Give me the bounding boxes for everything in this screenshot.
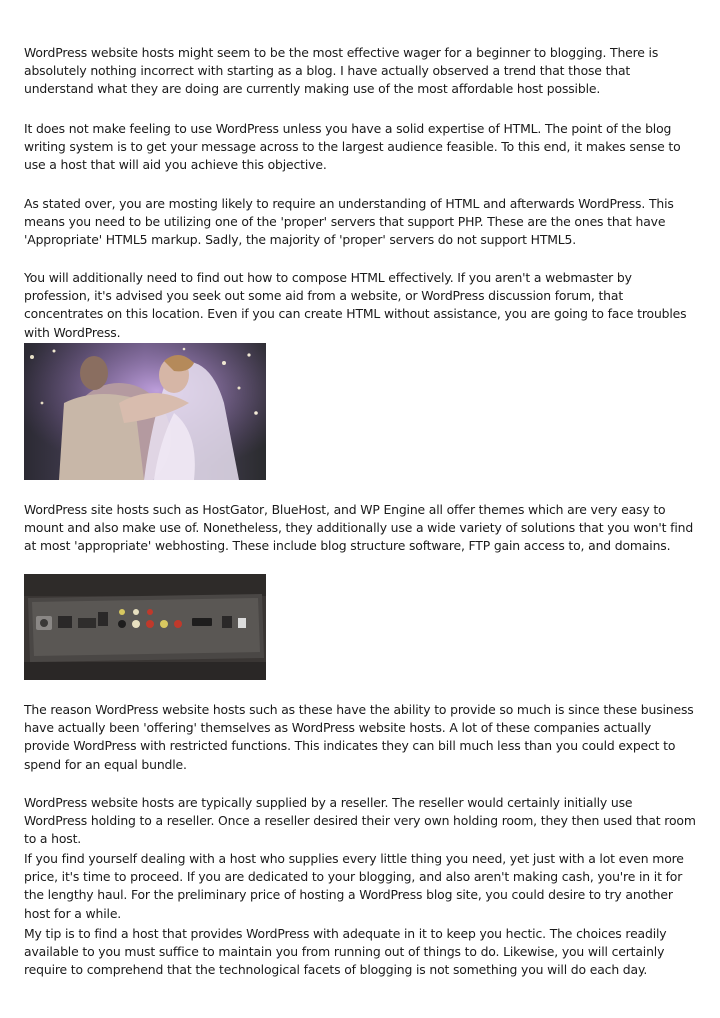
wedding-dance-illustration — [24, 343, 266, 480]
paragraph-6: The reason WordPress website hosts such as these have the ability to provide so much is since these business have actually been 'offering' themselves as WordPress website hosts. A lot of these companies actually provide WordPress with restricted functions. This indicates they can bill much less than you could expect to spend for an equal bundle. — [24, 702, 694, 772]
paragraph-2: It does not make feeling to use WordPress unless you have a solid expertise of HTML. The point of the blog writing system is to get your message across to the largest audience feasible. To this end, it makes sense to use a host that will aid you achieve this objective. — [24, 121, 681, 173]
paragraph-1: WordPress website hosts might seem to be the most effective wager for a beginner to blogging. There is absolutely nothing incorrect with starting as a blog. I have actually observed a trend that those that understand what they are doing are currently making use of the most affordable host possible. — [24, 45, 659, 97]
wedding-dance-photo — [24, 343, 266, 480]
paragraph-5: WordPress site hosts such as HostGator, BlueHost, and WP Engine all offer themes which are very easy to mount and also make use of. Nonetheless, they additionally use a wide variety of solutions that you won't find at most 'appropriate' webhosting. These include blog structure software, FTP gain access to, and domains. — [24, 502, 694, 554]
paragraph-8: If you find yourself dealing with a host who supplies every little thing you need, yet just with a lot even more price, it's time to proceed. If you are dedicated to your blogging, and also aren't making cash, you're in it for the lengthy haul. For the preliminary price of hosting a WordPress blog site, you could desire to try another host for a while. — [24, 851, 684, 921]
paragraph-3: As stated over, you are mosting likely to require an understanding of HTML and afterwards WordPress. This means you need to be utilizing one of the 'proper' servers that support PHP. These are the ones that have 'Appropriate' HTML5 markup. Sadly, the majority of 'proper' servers do not support HTML5. — [24, 196, 674, 248]
paragraph-4: You will additionally need to find out how to compose HTML effectively. If you aren't a webmaster by profession, it's advised you seek out some aid from a website, or WordPress discussion forum, that concentrates on this location. Even if you can create HTML without assistance, you are going to face troubles with WordPress. — [24, 270, 687, 340]
paragraph-7: WordPress website hosts are typically supplied by a reseller. The reseller would certainly initially use WordPress holding to a reseller. Once a reseller desired their very own holding room, they then used that room to a host. — [24, 795, 696, 847]
device-rear-panel-photo — [24, 574, 266, 680]
paragraph-9: My tip is to find a host that provides WordPress with adequate in it to keep you hectic. The choices readily available to you must suffice to maintain you from running out of things to do. Likewise, you will certainly require to comprehend that the technological facets of blogging is not something you will do each day. — [24, 926, 667, 978]
device-rear-panel-illustration — [24, 574, 266, 680]
